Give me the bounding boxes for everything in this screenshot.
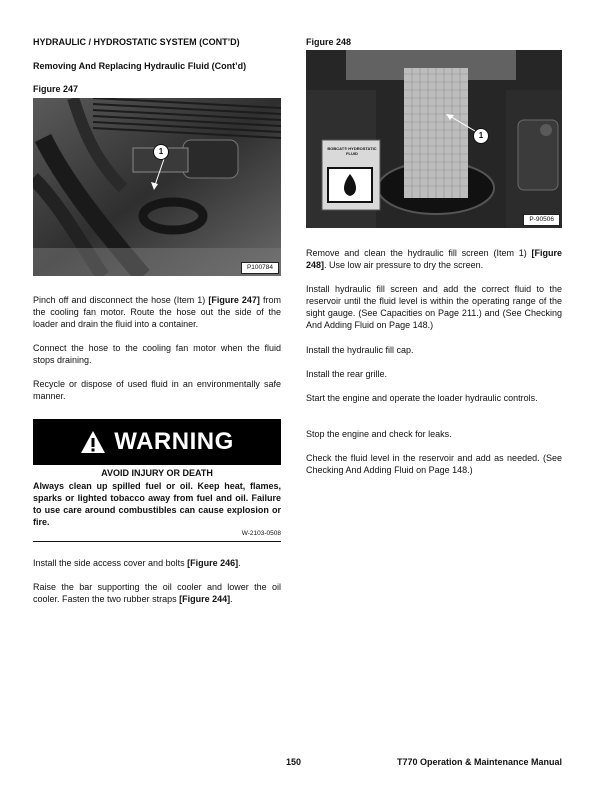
warning-banner — [33, 419, 281, 465]
paragraph-connect-hose: Connect the hose to the cooling fan motor when the fluid stops draining. — [33, 343, 281, 365]
paragraph-recycle: Recycle or dispose of used fluid in an environmentally safe manner. — [33, 379, 281, 401]
paragraph-install-screen: Install hydraulic fill screen and add the correct fluid to the reservoir until the fluid level is within the operating range of the sight gauge. (See Capacities on Page 211.) and (See Checking And Adding Fluid on Page 148.) — [306, 284, 562, 330]
figure-247-photo — [33, 98, 281, 276]
figure-248-decal: BOBCAT® HYDROSTATIC FLUID — [327, 146, 377, 156]
paragraph-check-level: Check the fluid level in the reservoir and add as needed. (See Checking And Adding Fluid on Page 148.) — [306, 453, 562, 475]
section-title: HYDRAULIC / HYDROSTATIC SYSTEM (CONT’D) — [33, 37, 240, 47]
figure-247-label: Figure 247 — [33, 84, 79, 94]
figure-248-label: Figure 248 — [306, 37, 352, 47]
subsection-title: Removing And Replacing Hydraulic Fluid (Cont’d) — [33, 61, 247, 71]
figure-248-code: P-90506 — [523, 214, 560, 226]
paragraph-start-engine: Start the engine and operate the loader hydraulic controls. — [306, 393, 538, 403]
warning-body: Always clean up spilled fuel or oil. Keep heat, flames, sparks or lighted tobacco away from fuel and oil. Failure to use care around combustibles can cause explosion or fire. — [33, 481, 281, 527]
paragraph-install-side-cover: Install the side access cover and bolts [Figure 246]. — [33, 558, 241, 568]
figure-248-callout: 1 — [473, 128, 489, 144]
warning-triangle-icon — [80, 430, 106, 454]
figure-247-callout: 1 — [153, 144, 169, 160]
figure-248-photo — [306, 50, 562, 228]
paragraph-disconnect-hose: Pinch off and disconnect the hose (Item 1) [Figure 247] from the cooling fan motor. Route the hose out the side of the loader and drain the fluid into a container. — [33, 295, 281, 329]
figure-247-code: P100784 — [241, 262, 279, 274]
paragraph-install-cap: Install the hydraulic fill cap. — [306, 345, 414, 355]
paragraph-remove-screen: Remove and clean the hydraulic fill screen (Item 1) [Figure 248]. Use low air pressure to dry the screen. — [306, 248, 562, 270]
page-number: 150 — [286, 757, 302, 767]
manual-title: T770 Operation & Maintenance Manual — [396, 757, 562, 767]
paragraph-raise-bar: Raise the bar supporting the oil cooler and lower the oil cooler. Fasten the two rubber straps [Figure 244]. — [33, 582, 281, 604]
paragraph-stop-engine: Stop the engine and check for leaks. — [306, 429, 452, 439]
paragraph-install-grille: Install the rear grille. — [306, 369, 388, 379]
warning-word: WARNING — [114, 428, 234, 455]
warning-code: W-2103-0508 — [241, 530, 281, 537]
warning-subtitle: AVOID INJURY OR DEATH — [101, 468, 213, 478]
warning-divider — [33, 541, 281, 542]
